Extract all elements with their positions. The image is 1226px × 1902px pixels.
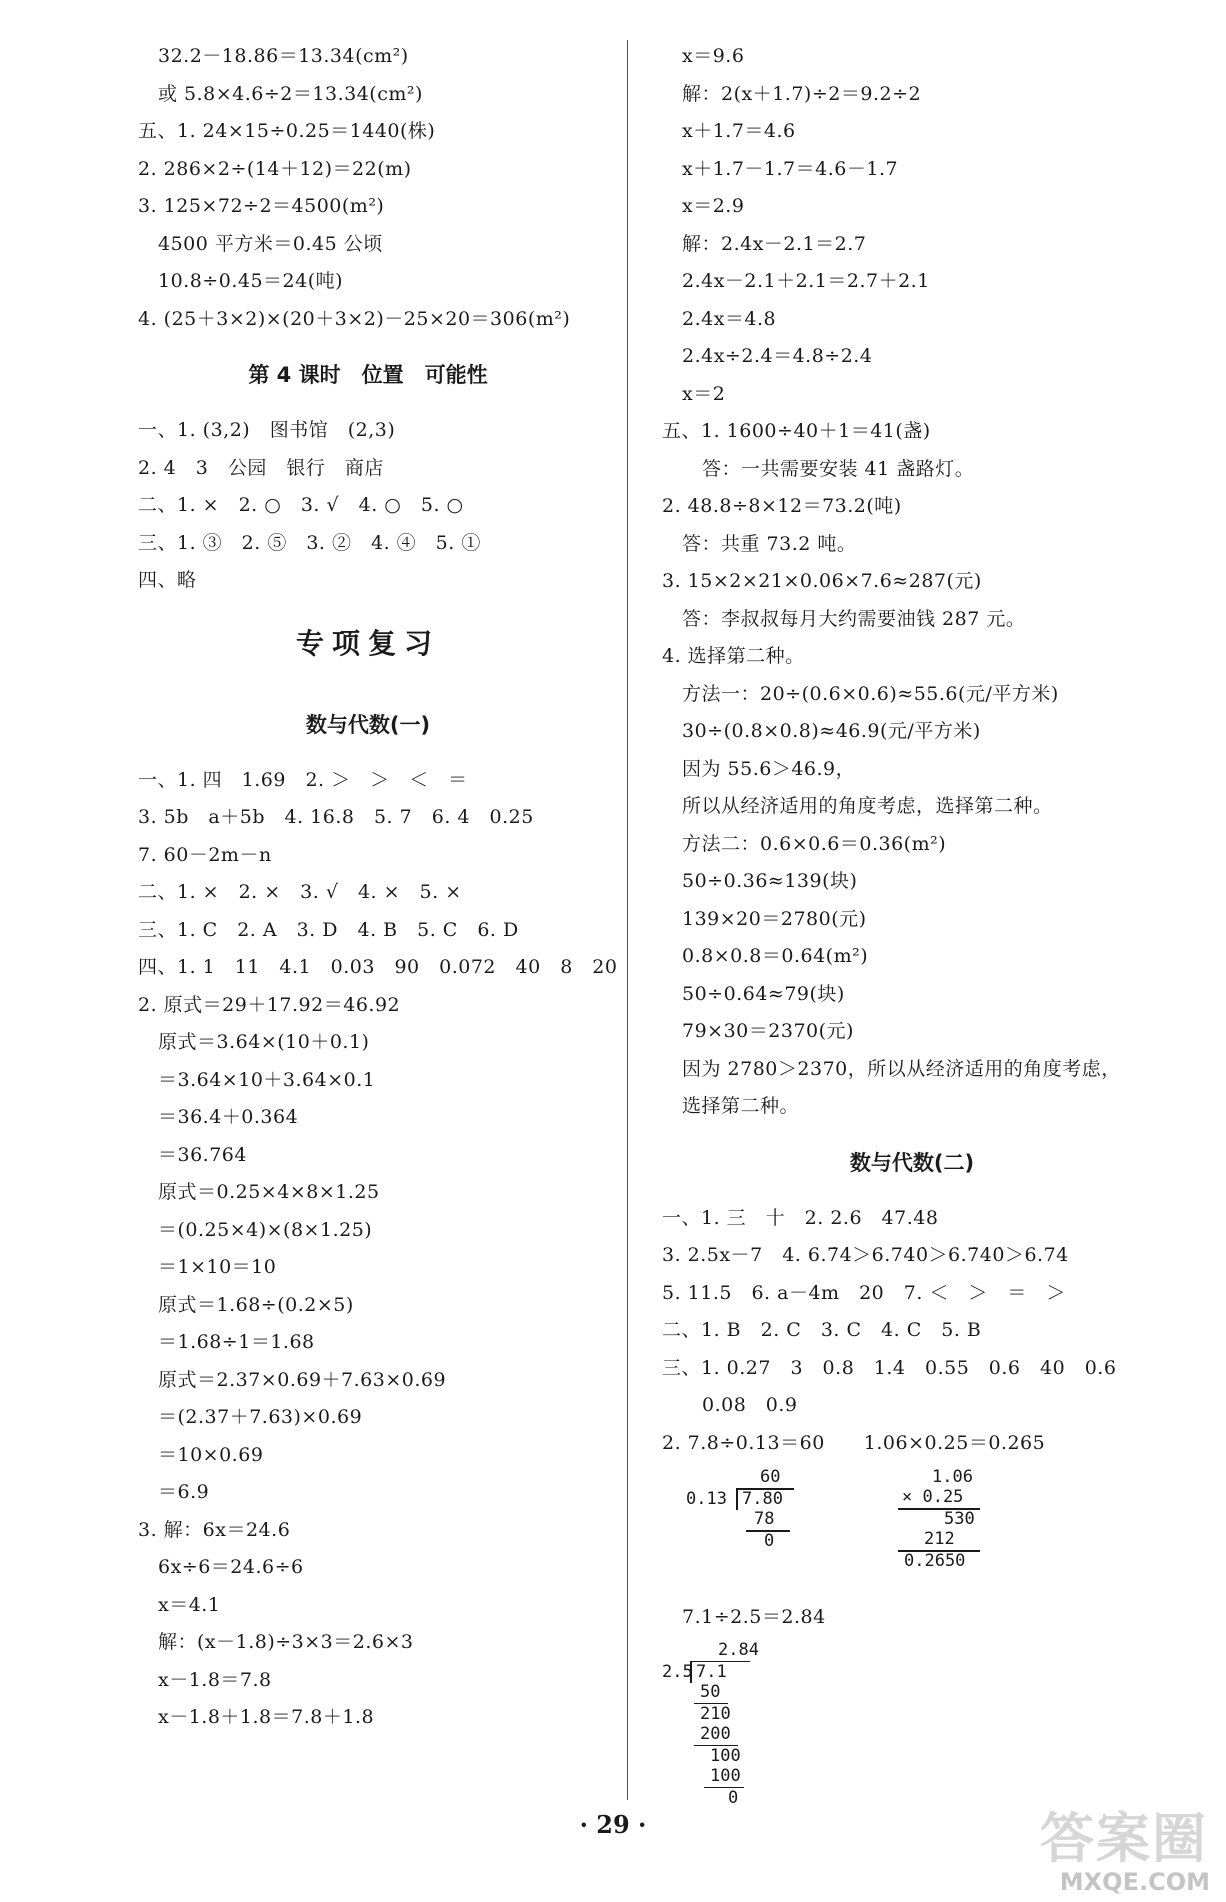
div2-remainder: 0 — [728, 1787, 739, 1808]
watermark-logo: 答案圈 — [1040, 1807, 1208, 1870]
text-line: 二、1. B 2. C 3. C 4. C 5. B — [662, 1319, 982, 1341]
text-line: 答：一共需要安装 41 盏路灯。 — [702, 457, 975, 480]
text-line: 一、1. 三 十 2. 2.6 47.48 — [662, 1206, 939, 1229]
text-line: 选择第二种。 — [682, 1095, 800, 1117]
text-line: 5. 11.5 6. a－4m 20 7. ＜ ＞ ＝ ＞ — [662, 1281, 1066, 1304]
div1-divisor: 0.13 — [686, 1489, 727, 1509]
section2-lines — [662, 1200, 1162, 1463]
div2-s3: 200 — [700, 1723, 731, 1744]
text-line: 4. 选择第二种。 — [662, 645, 805, 667]
text-line: 四、略 — [138, 569, 197, 591]
div1-bracket — [736, 1488, 738, 1510]
text-line: 五、1. 1600÷40＋1＝41(盏) — [662, 420, 931, 442]
vertical-calculations — [662, 1464, 1162, 1599]
text-line: x＝2.9 — [682, 195, 745, 217]
text-line: ＝10×0.69 — [158, 1443, 264, 1466]
text-line: ＝1.68÷1＝1.68 — [158, 1331, 315, 1353]
text-line: 10.8÷0.45＝24(吨) — [158, 270, 344, 292]
text-line: 2.4x＝4.8 — [682, 307, 777, 330]
text-line: 30÷(0.8×0.8)≈46.9(元/平方米) — [682, 720, 981, 742]
right-top-lines — [662, 38, 1162, 1126]
text-line: 一、1. 四 1.69 2. ＞ ＞ ＜ ＝ — [138, 768, 468, 791]
div2-s2: 210 — [700, 1703, 731, 1724]
text-line: x－1.8＋1.8＝7.8＋1.8 — [158, 1706, 375, 1728]
text-line: 解：(x－1.8)÷3×3＝2.6×3 — [158, 1631, 414, 1653]
text-line: 因为 2780＞2370，所以从经济适用的角度考虑， — [682, 1057, 1121, 1080]
text-line: 3. 解：6x＝24.6 — [138, 1518, 291, 1541]
text-line: 6x÷6＝24.6÷6 — [158, 1556, 304, 1578]
text-line: x＝9.6 — [682, 45, 745, 67]
text-line: 五、1. 24×15÷0.25＝1440(株) — [138, 120, 436, 142]
text-line: 一、1. (3,2) 图书馆 (2,3) — [138, 419, 396, 441]
text-line: 2.4x－2.1＋2.1＝2.7＋2.1 — [682, 270, 930, 292]
text-line: 2. 原式＝29＋17.92＝46.92 — [138, 993, 401, 1016]
right-column — [662, 38, 1162, 1812]
text-line: 所以从经济适用的角度考虑，选择第二种。 — [682, 795, 1053, 817]
text-line: 解：2.4x－2.1＝2.7 — [682, 232, 867, 255]
text-line: 2. 7.8÷0.13＝60 1.06×0.25＝0.265 — [662, 1431, 1046, 1454]
mul1-partial1: 530 — [944, 1509, 975, 1529]
div2-s5: 100 — [710, 1765, 741, 1786]
text-line: 三、1. 0.27 3 0.8 1.4 0.55 0.6 40 0.6 — [662, 1356, 1117, 1379]
text-line: 2. 4 3 公园 银行 商店 — [138, 456, 384, 479]
left-top-lines — [138, 38, 598, 338]
text-line: 0.08 0.9 — [702, 1394, 798, 1416]
text-line: 3. 5b a＋5b 4. 16.8 5. 7 6. 4 0.25 — [138, 806, 534, 828]
text-line: 2.4x÷2.4＝4.8÷2.4 — [682, 345, 873, 367]
mul1-bottom: × 0.25 — [902, 1487, 964, 1507]
text-line: ＝6.9 — [158, 1481, 210, 1503]
text-line: 三、1. ③ 2. ⑤ 3. ② 4. ④ 5. ① — [138, 531, 481, 554]
text-line: x＋1.7＝4.6 — [682, 120, 796, 142]
text-line: 7. 60－2m－n — [138, 843, 272, 866]
text-line: 或 5.8×4.6÷2＝13.34(cm²) — [158, 82, 423, 105]
text-line: ＝(2.37＋7.63)×0.69 — [158, 1406, 363, 1428]
text-line: x＋1.7－1.7＝4.6－1.7 — [682, 157, 899, 180]
text-line: 原式＝3.64×(10＋0.1) — [158, 1031, 370, 1053]
text-line: 139×20＝2780(元) — [682, 907, 867, 930]
text-line: 二、1. × 2. × 3. √ 4. × 5. × — [138, 881, 462, 903]
watermark-url: MXQE.COM — [1059, 1868, 1210, 1896]
text-line: 50÷0.36≈139(块) — [682, 870, 858, 892]
text-line: 4. (25＋3×2)×(20＋3×2)－25×20＝306(m²) — [138, 307, 571, 330]
text-line: 解：2(x＋1.7)÷2＝9.2÷2 — [682, 82, 922, 105]
div2-quotient: 2.84 — [718, 1639, 759, 1660]
text-line: 四、1. 1 11 4.1 0.03 90 0.072 40 8 20 — [138, 956, 618, 978]
text-line: 方法二：0.6×0.6＝0.36(m²) — [682, 832, 947, 855]
text-line: 3. 2.5x－7 4. 6.7̇4̇＞6.74̇0̇＞6.7̇40̇＞6.74 — [662, 1244, 1069, 1266]
mul1-top: 1.06 — [932, 1467, 973, 1487]
div2-divisor: 2.5 — [662, 1661, 693, 1682]
text-line: ＝36.4＋0.364 — [158, 1106, 299, 1128]
section1-lines — [138, 762, 618, 1737]
text-line: 32.2－18.86＝13.34(cm²) — [158, 45, 409, 67]
text-line: 50÷0.64≈79(块) — [682, 982, 845, 1005]
section2-title: 数与代数(二) — [849, 1150, 975, 1175]
text-line: x＝4.1 — [158, 1593, 221, 1616]
text-line: 79×30＝2370(元) — [682, 1020, 854, 1042]
text-line: 答：共重 73.2 吨。 — [682, 532, 857, 555]
div1-step: 78 — [754, 1509, 775, 1529]
text-line: 方法一：20÷(0.6×0.6)≈55.6(元/平方米) — [682, 682, 1059, 705]
div2-s1: 50 — [700, 1681, 721, 1702]
text-line: ＝36.764 — [158, 1143, 247, 1166]
text-line: 答：李叔叔每月大约需要油钱 287 元。 — [682, 607, 1026, 630]
text-line: 因为 55.6＞46.9， — [682, 757, 856, 780]
text-line: ＝1×10＝10 — [158, 1256, 277, 1278]
div1-dividend: 7.80 — [742, 1489, 783, 1509]
long-division-2 — [662, 1637, 1162, 1812]
text-line: x－1.8＝7.8 — [158, 1668, 272, 1691]
watermark — [1011, 1796, 1216, 1896]
page-number: · 29 · — [579, 1810, 647, 1839]
lesson4-title: 第 4 课时 位置 可能性 — [248, 363, 488, 387]
div1-quotient: 60 — [760, 1467, 781, 1487]
text-line: ＝3.64×10＋3.64×0.1 — [158, 1068, 376, 1091]
equation-3: 7.1÷2.5＝2.84 — [682, 1606, 826, 1628]
text-line: 2. 286×2÷(14＋12)＝22(m) — [138, 157, 412, 180]
text-line: 0.8×0.8＝0.64(m²) — [682, 945, 869, 967]
mul1-result: 0.2650 — [904, 1551, 966, 1571]
left-column — [138, 38, 618, 1737]
text-line: 3. 15×2×21×0.06×7.6≈287(元) — [662, 570, 982, 592]
text-line: ＝(0.25×4)×(8×1.25) — [158, 1218, 373, 1241]
div1-remainder: 0 — [764, 1531, 775, 1551]
text-line: 2. 48.8÷8×12＝73.2(吨) — [662, 495, 902, 517]
text-line: 三、1. C 2. A 3. D 4. B 5. C 6. D — [138, 918, 519, 941]
text-line: 二、1. × 2. ○ 3. √ 4. ○ 5. ○ — [138, 494, 464, 516]
special-review-title: 专项复习 — [295, 626, 440, 660]
text-line: 原式＝2.37×0.69＋7.63×0.69 — [158, 1368, 447, 1391]
lesson4-lines — [138, 412, 598, 600]
text-line: 4500 平方米＝0.45 公顷 — [158, 232, 383, 255]
text-line: 原式＝0.25×4×8×1.25 — [158, 1181, 380, 1203]
section1-title: 数与代数(一) — [305, 712, 431, 737]
div2-s4: 100 — [710, 1745, 741, 1766]
text-line: x＝2 — [682, 382, 726, 405]
div2-dividend: 7.1 — [696, 1661, 727, 1682]
column-divider — [627, 40, 628, 1800]
text-line: 原式＝1.68÷(0.2×5) — [158, 1293, 354, 1316]
text-line: 3. 125×72÷2＝4500(m²) — [138, 195, 385, 217]
mul1-partial2: 212 — [924, 1529, 955, 1549]
